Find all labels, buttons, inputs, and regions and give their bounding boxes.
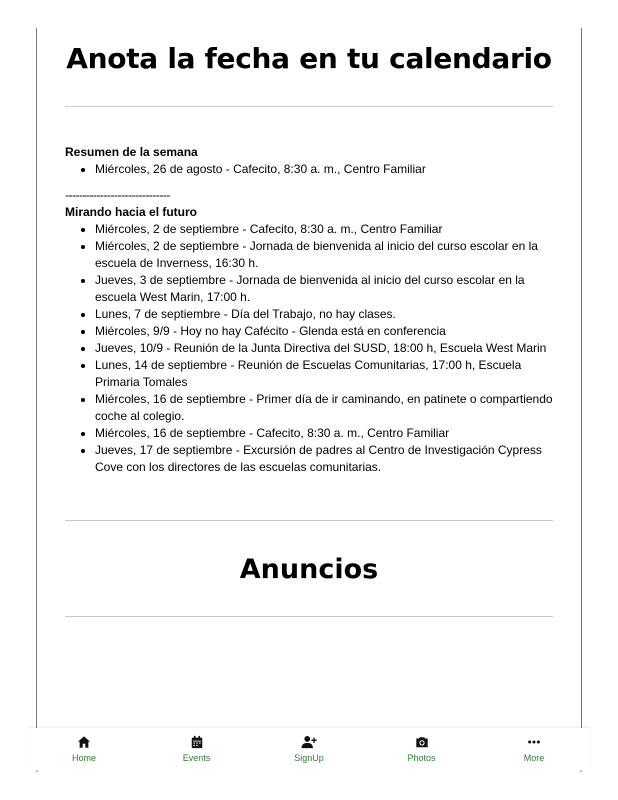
camera-icon [415,735,429,749]
list-item: • Miércoles, 9/9 - Hoy no hay Cafécito - Glenda está en conferencia [95,323,555,340]
nav-label: Photos [407,753,436,763]
nav-item-photos[interactable] [366,728,478,768]
nav-item-events[interactable] [141,728,253,768]
list-item: • Miércoles, 16 de septiembre - Cafecito, 8:30 a. m., Centro Familiar [95,425,555,442]
looking-ahead-heading: Mirando hacia el futuro [65,205,198,219]
list-item: • Miércoles, 26 de agosto - Cafecito, 8:30 a. m., Centro Familiar [95,161,555,178]
nav-label: More [523,753,545,763]
calendar-section-title: Anota la fecha en tu calendario [66,42,552,75]
nav-item-signup[interactable] [253,728,365,768]
divider [65,616,553,617]
nav-label: Events [182,753,211,763]
divider [65,520,553,521]
week-summary-heading: Resumen de la semana [65,145,198,159]
calendar-content [65,144,555,476]
list-item: • Jueves, 10/9 - Reunión de la Junta Directiva del SUSD, 18:00 h, Escuela West Marin [95,340,555,357]
list-item: • Lunes, 14 de septiembre - Reunión de Escuelas Comunitarias, 17:00 h, Escuela Primaria Tomales [95,357,555,391]
more-icon [527,735,541,749]
list-item: • Lunes, 7 de septiembre - Día del Trabajo, no hay clases. [95,306,555,323]
announcements-title: Anuncios [239,554,379,585]
calendar-icon [190,735,204,749]
list-item: • Jueves, 17 de septiembre - Excursión de padres al Centro de Investigación Cypress Cove con los directores de las escuelas comunitarias. [95,442,555,476]
looking-ahead-list [65,221,555,476]
list-item: • Miércoles, 2 de septiembre - Jornada de bienvenida al inicio del curso escolar en la escuela de Inverness, 16:30 h. [95,238,555,272]
list-item: • Miércoles, 16 de septiembre - Primer día de ir caminando, en patinete o compartiendo coche al colegio. [95,391,555,425]
decorative-dot [36,770,38,772]
add-user-icon [301,735,317,749]
list-item: • Miércoles, 2 de septiembre - Cafecito, 8:30 a. m., Centro Familiar [95,221,555,238]
home-icon [77,735,91,749]
divider [65,106,553,107]
bottom-nav [28,728,590,768]
nav-item-more[interactable] [478,728,590,768]
nav-label: Home [71,753,96,763]
nav-label: SignUp [294,753,324,763]
nav-item-home[interactable] [28,728,140,768]
week-summary-list [65,161,555,178]
decorative-dot [580,770,582,772]
text-separator: ------------------------------ [65,188,170,202]
list-item: • Jueves, 3 de septiembre - Jornada de bienvenida al inicio del curso escolar en la escuela West Marin, 17:00 h. [95,272,555,306]
